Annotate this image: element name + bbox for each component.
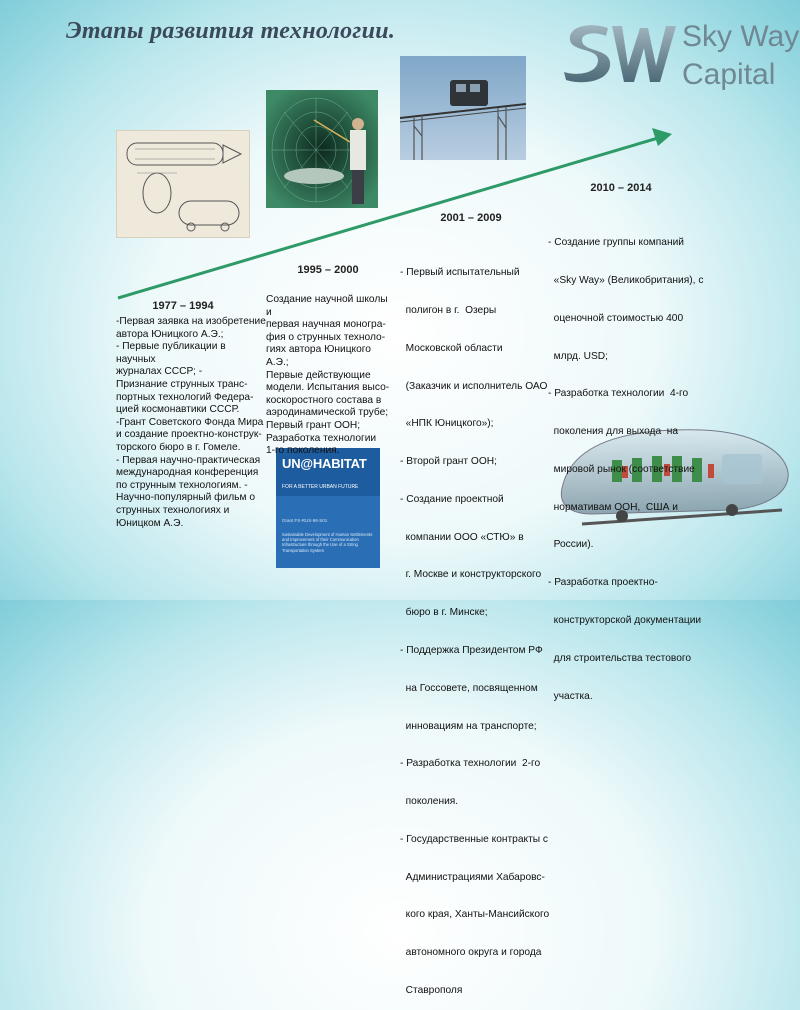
stage-item: и создание проектно-конструк- <box>116 429 262 441</box>
stage-item: журналах СССР; - <box>116 366 203 378</box>
stage-item: на Госсовете, посвященном <box>400 682 538 694</box>
stage-item: Первые действующие <box>266 369 371 381</box>
sketch-drawing-image <box>116 130 250 238</box>
stage-item: инновациям на транспорте; <box>400 720 537 732</box>
stage-item: Создание научной школы и <box>266 294 388 318</box>
stage-item: Разработка технологии <box>266 432 377 444</box>
stage-item: «Sky Way» (Великобритания), с <box>548 274 704 286</box>
period-title-2010-2014: 2010 – 2014 <box>590 182 652 194</box>
stage-item: - Разработка технологии 2-го <box>400 758 541 770</box>
un-habitat-tagline: FOR A BETTER URBAN FUTURE <box>282 484 359 490</box>
stage-item: участка. <box>548 690 593 702</box>
stage-item: - Первый испытательный <box>400 267 520 279</box>
stage-item: Московской области <box>400 342 503 354</box>
stage-item: г. Москве и конструкторского <box>400 569 542 581</box>
stage-item: фия о струнных техноло- <box>266 331 386 343</box>
stage-item: оценочной стоимостью 400 <box>548 312 684 324</box>
stage-item: компании ООО «СТЮ» в <box>400 531 524 543</box>
logo-line1: Sky Way <box>682 20 800 53</box>
stage-item: автора Юницкого А.Э.; <box>116 328 224 340</box>
stage-item: поколения для выхода на <box>548 426 679 438</box>
stage-item: первая научная моногра- <box>266 319 386 331</box>
stage-item: по струнным технологиям. - <box>116 479 248 491</box>
stage-item: аэродинамической трубе; <box>266 407 389 419</box>
stage-item: для строительства тестового <box>548 652 692 664</box>
stage-item: - Поддержка Президентом РФ <box>400 645 543 656</box>
stage-1977-1994-list <box>116 316 266 530</box>
un-habitat-document-image <box>276 448 380 568</box>
stage-item: международная конференция <box>116 467 259 479</box>
test-track-image <box>400 56 526 160</box>
stage-item: млрд. USD; <box>548 350 608 362</box>
stage-item: цией космонавтики СССР. <box>116 404 240 416</box>
stage-item: - Второй грант ООН; <box>400 456 497 468</box>
period-title-1995-2000: 1995 – 2000 <box>297 264 359 276</box>
stage-item: струнных технологиях и <box>116 504 230 516</box>
stage-2010-2014-list <box>548 212 708 716</box>
un-habitat-name: UN@HABITAT <box>282 456 367 471</box>
stage-item: поколения. <box>400 796 459 808</box>
stage-item: Администрациями Хабаровс- <box>400 871 545 883</box>
stage-item: бюро в г. Минске; <box>400 607 488 619</box>
stage-item: - Создание группы компаний <box>548 237 684 249</box>
stage-item: - Создание проектной <box>400 493 504 505</box>
stage-item: (Заказчик и исполнитель ОАО <box>400 380 548 392</box>
stage-item: - Первые публикации в научных <box>116 341 226 365</box>
stage-item: кого края, Ханты-Мансийского <box>400 909 550 921</box>
stage-item: торского бюро в г. Гомеле. <box>116 441 241 453</box>
stage-item: Первый грант ООН; <box>266 419 361 431</box>
stage-item: России). <box>548 539 594 551</box>
un-habitat-description: Sustainable Development of Human Settlements and Improvement of their Communication Infrastructure through the Use of a String Transportation System <box>282 532 373 553</box>
stage-item: полигон в г. Озеры <box>400 304 497 316</box>
stage-item: мировой рынок (соответствие <box>548 463 695 475</box>
stage-1995-2000-list <box>266 294 396 458</box>
stage-item: портных технологий Федера- <box>116 391 254 403</box>
stage-item: - Первая научно-практическая <box>116 454 261 466</box>
stage-item: Признание струнных транс- <box>116 378 248 390</box>
period-title-2001-2009: 2001 – 2009 <box>440 212 502 224</box>
slide-title: Этапы развития технологии. <box>66 18 396 44</box>
stage-item: «НПК Юницкого»); <box>400 418 494 430</box>
stage-item: - Государственные контракты с <box>400 833 548 845</box>
stage-item: нормативам ООН, США и <box>548 501 678 513</box>
stage-item: коскоростного состава в <box>266 394 382 406</box>
stage-item: Юницком А.Э. <box>116 517 184 529</box>
period-title-1977-1994: 1977 – 1994 <box>152 300 214 312</box>
un-habitat-code: Grant FS-RUS-98-S01 <box>282 518 328 523</box>
wind-tunnel-image <box>266 90 378 208</box>
stage-item: -Грант Советского Фонда Мира <box>116 416 264 428</box>
stage-item: - Разработка технологии 4-го <box>548 388 689 400</box>
stage-item: Научно-популярный фильм о <box>116 492 255 504</box>
stage-item: гиях автора Юницкого А.Э.; <box>266 344 371 368</box>
stage-item: 1-го поколения. <box>266 445 340 457</box>
stage-item: модели. Испытания высо- <box>266 382 390 394</box>
stage-item: конструкторской документации <box>548 615 702 626</box>
stage-item: автономного округа и города <box>400 947 542 959</box>
stage-item: Ставрополя <box>400 985 463 997</box>
stage-2001-2009-list <box>400 242 550 1010</box>
logo-line2: Capital <box>682 58 776 91</box>
stage-item: -Первая заявка на изобретение <box>116 316 266 327</box>
stage-item: - Разработка проектно- <box>548 577 658 589</box>
